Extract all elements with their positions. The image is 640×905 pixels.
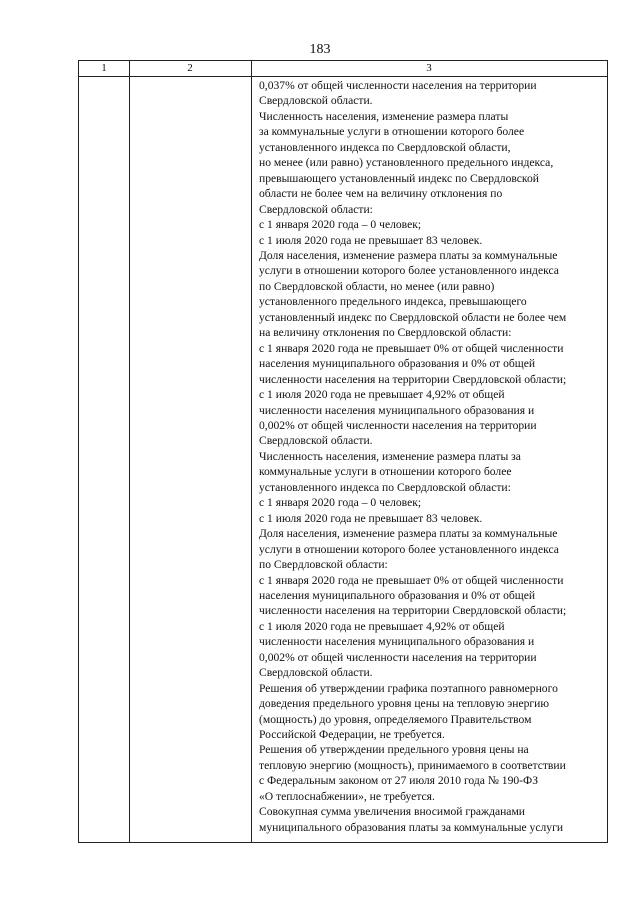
text-line: с 1 января 2020 года – 0 человек;	[259, 496, 422, 510]
text-line: за коммунальные услуги в отношении которого более	[259, 125, 525, 139]
text-line: Свердловской области.	[259, 94, 373, 108]
text-line: установленного индекса по Свердловской области:	[259, 480, 511, 494]
text-line: численности населения на территории Свердловской области;	[259, 604, 567, 618]
text-line: Свердловской области.	[259, 434, 373, 448]
text-line: Решения об утверждении графика поэтапного равномерного	[259, 681, 558, 695]
text-line: с Федеральным законом от 27 июля 2010 года № 190-ФЗ	[259, 774, 539, 788]
text-line: услуги в отношении которого более установленного индекса	[259, 264, 559, 278]
document-table	[78, 60, 608, 843]
text-line: с 1 января 2020 года – 0 человек;	[259, 218, 422, 232]
text-line: Доля населения, изменение размера платы за коммунальные	[259, 527, 558, 541]
column-divider-1	[129, 61, 130, 842]
text-line: 0,002% от общей численности населения на территории	[259, 650, 537, 664]
text-line: Доля населения, изменение размера платы за коммунальные	[259, 248, 558, 262]
text-line: (мощность) до уровня, определяемого Правительством	[259, 712, 532, 726]
text-line: с 1 июля 2020 года не превышает 83 человек.	[259, 233, 483, 247]
text-line: области не более чем на величину отклонения по	[259, 187, 503, 201]
text-line: «О теплоснабжении», не требуется.	[259, 789, 435, 803]
text-line: с 1 июля 2020 года не превышает 4,92% от общей	[259, 619, 505, 633]
text-line: Численность населения, изменение размера платы	[259, 109, 509, 123]
text-line: Российской Федерации, не требуется.	[259, 728, 445, 742]
text-line: на величину отклонения по Свердловской области:	[259, 326, 512, 340]
text-line: с 1 января 2020 года не превышает 0% от общей численности	[259, 341, 564, 355]
text-line: Совокупная сумма увеличения вносимой гражданами	[259, 805, 525, 819]
text-line: населения муниципального образования и 0% от общей	[259, 588, 536, 602]
column-divider-2	[251, 61, 252, 842]
column-header-3: 3	[426, 62, 432, 74]
text-line: с 1 января 2020 года не превышает 0% от общей численности	[259, 573, 564, 587]
text-line: установленного предельного индекса, превышающего	[259, 295, 527, 309]
text-line: превышающего установленный индекс по Свердловской	[259, 171, 539, 185]
column-header-1: 1	[101, 62, 107, 74]
text-line: 0,002% от общей численности населения на территории	[259, 418, 537, 432]
text-line: муниципального образования платы за коммунальные услуги	[259, 820, 564, 834]
text-line: численности населения на территории Свердловской области;	[259, 372, 567, 386]
text-line: по Свердловской области:	[259, 558, 388, 572]
text-line: Решения об утверждении предельного уровня цены на	[259, 743, 529, 757]
text-line: коммунальные услуги в отношении которого более	[259, 465, 512, 479]
text-line: Численность населения, изменение размера платы за	[259, 449, 521, 463]
text-line: но менее (или равно) установленного предельного индекса,	[259, 156, 554, 170]
text-line: тепловую энергию (мощность), принимаемого в соответствии	[259, 758, 566, 772]
text-line: установленный индекс по Свердловской области не более чем	[259, 310, 567, 324]
text-line: населения муниципального образования и 0% от общей	[259, 357, 536, 371]
text-line: установленного индекса по Свердловской области,	[259, 140, 511, 154]
text-line: численности населения муниципального образования и	[259, 403, 535, 417]
text-line: по Свердловской области, но менее (или равно)	[259, 279, 495, 293]
page-number: 183	[309, 42, 331, 57]
text-line: с 1 июля 2020 года не превышает 4,92% от общей	[259, 388, 505, 402]
text-line: услуги в отношении которого более установленного индекса	[259, 542, 559, 556]
text-line: доведения предельного уровня цены на тепловую энергию	[259, 697, 550, 711]
column-header-2: 2	[187, 62, 193, 74]
table-header-row	[79, 61, 607, 77]
text-line: с 1 июля 2020 года не превышает 83 человек.	[259, 511, 483, 525]
column-3-text	[259, 78, 604, 835]
text-line: Свердловской области:	[259, 202, 373, 216]
text-line: Свердловской области.	[259, 666, 373, 680]
text-line: численности населения муниципального образования и	[259, 635, 535, 649]
text-line: 0,037% от общей численности населения на территории	[259, 79, 537, 92]
